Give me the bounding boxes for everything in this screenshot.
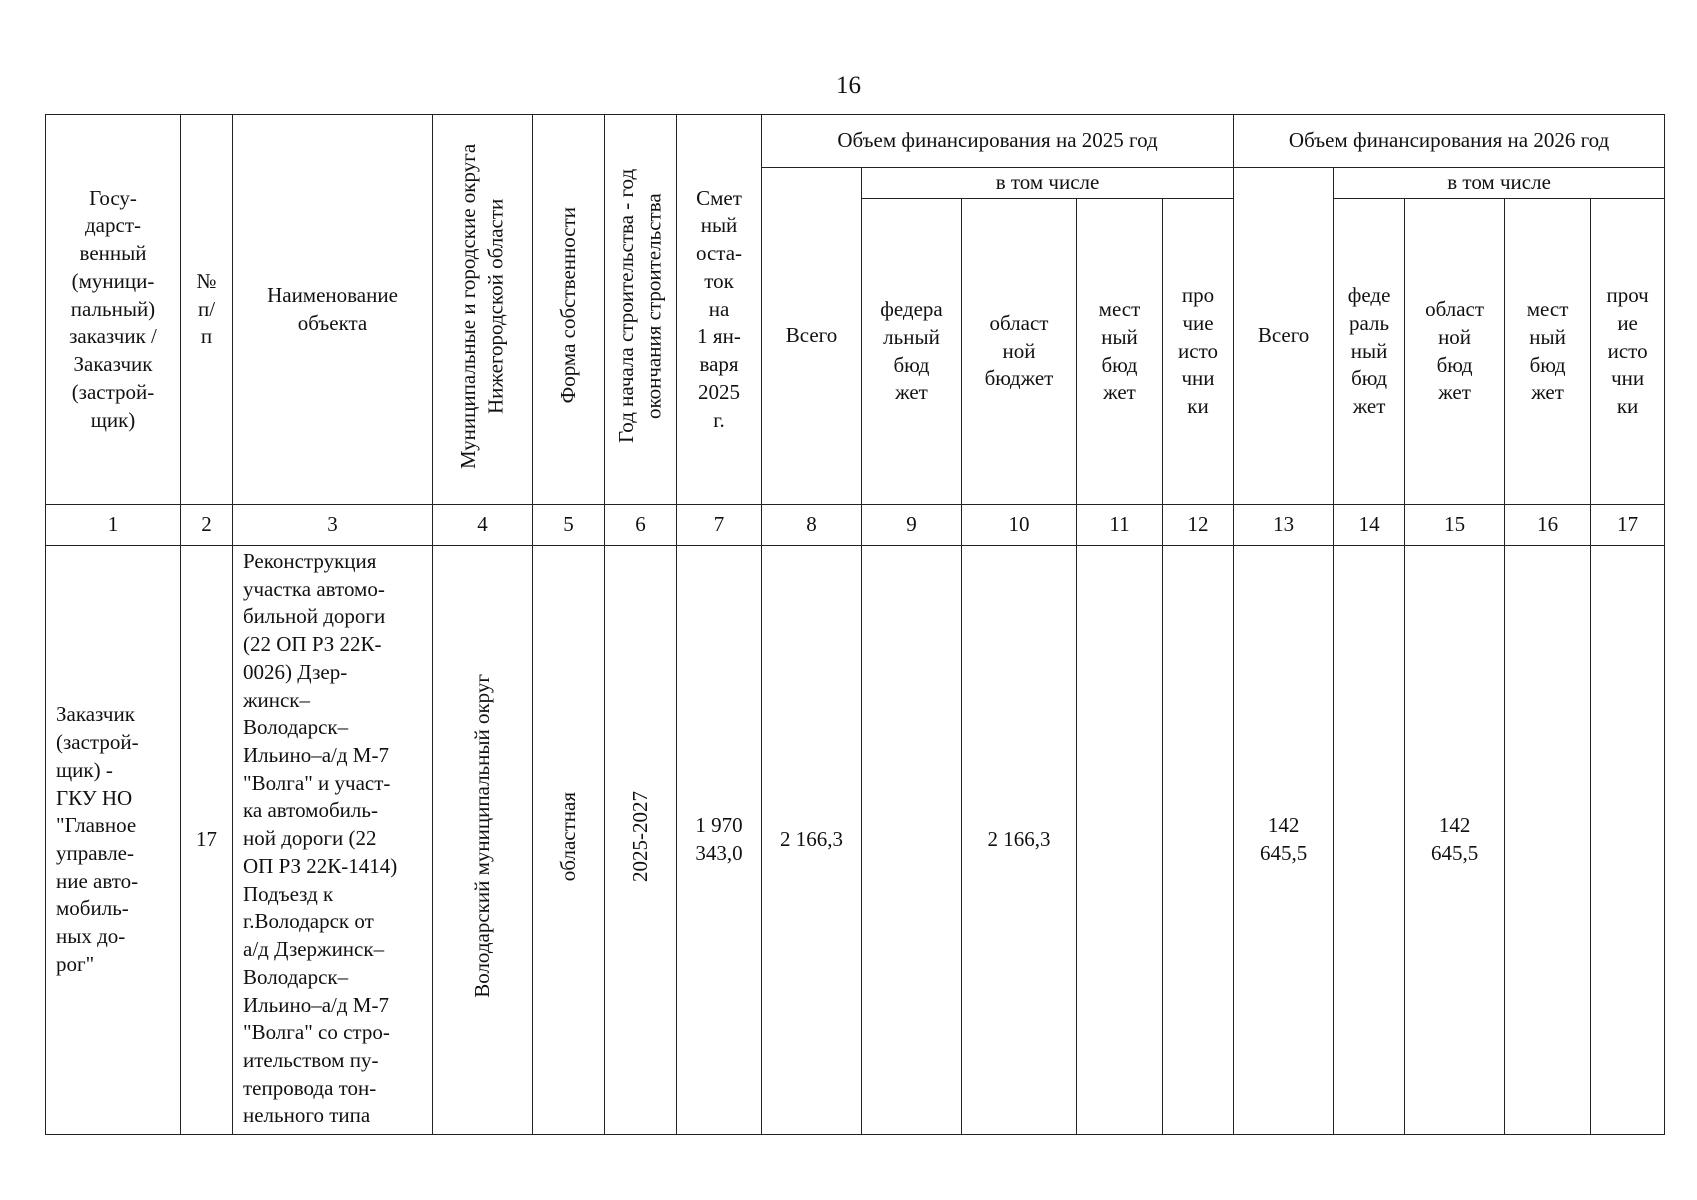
header-ownership-cell bbox=[533, 115, 605, 505]
row-number: 17 bbox=[181, 546, 233, 1135]
row-federal-2025 bbox=[862, 546, 962, 1135]
header-row-1 bbox=[46, 115, 1665, 168]
header-districts-cell bbox=[433, 115, 533, 505]
table-row bbox=[46, 546, 1665, 1135]
header-total-2025: Всего bbox=[762, 168, 862, 505]
column-number: 12 bbox=[1163, 505, 1234, 546]
column-number: 7 bbox=[677, 505, 762, 546]
header-funding-2025: Объем финансирования на 2025 год bbox=[762, 115, 1234, 168]
header-number: № п/ п bbox=[181, 115, 233, 505]
row-local-2026 bbox=[1505, 546, 1591, 1135]
row-district: Володарский муниципальный округ bbox=[469, 674, 494, 999]
header-estimate: Смет ный оста- ток на 1 ян- варя 2025 г. bbox=[677, 115, 762, 505]
header-other-2026: проч ие исто чни ки bbox=[1591, 199, 1665, 505]
row-years-cell bbox=[605, 546, 677, 1135]
header-total-2026: Всего bbox=[1234, 168, 1334, 505]
row-ownership: областная bbox=[555, 791, 580, 881]
header-districts: Муниципальные и городские округа Нижегородской области bbox=[455, 143, 508, 469]
row-total-2026: 142 645,5 bbox=[1234, 546, 1334, 1135]
column-number: 15 bbox=[1405, 505, 1505, 546]
column-number: 10 bbox=[962, 505, 1077, 546]
column-number: 2 bbox=[181, 505, 233, 546]
row-regional-2026: 142 645,5 bbox=[1405, 546, 1505, 1135]
header-including-2026: в том числе bbox=[1334, 168, 1665, 199]
header-federal-2025: федера льный бюд жет bbox=[862, 199, 962, 505]
column-number: 8 bbox=[762, 505, 862, 546]
column-number: 6 bbox=[605, 505, 677, 546]
header-including-2025: в том числе bbox=[862, 168, 1234, 199]
column-number: 11 bbox=[1077, 505, 1163, 546]
page-number: 16 bbox=[836, 72, 861, 99]
column-number: 9 bbox=[862, 505, 962, 546]
header-customer: Госу- дарст- венный (муници- пальный) заказчик / Заказчик (застрой- щик) bbox=[46, 115, 181, 505]
column-number: 5 bbox=[533, 505, 605, 546]
row-ownership-cell bbox=[533, 546, 605, 1135]
header-object-name: Наименование объекта bbox=[233, 115, 433, 505]
header-years: Год начала строительства - год окончания строительства bbox=[613, 168, 666, 443]
financing-table bbox=[45, 114, 1665, 1135]
column-number: 14 bbox=[1334, 505, 1405, 546]
header-years-cell bbox=[605, 115, 677, 505]
column-number: 16 bbox=[1505, 505, 1591, 546]
header-other-2025: про чие исто чни ки bbox=[1163, 199, 1234, 505]
header-funding-2026: Объем финансирования на 2026 год bbox=[1234, 115, 1665, 168]
header-regional-2025: област ной бюджет bbox=[962, 199, 1077, 505]
column-number: 1 bbox=[46, 505, 181, 546]
column-number: 17 bbox=[1591, 505, 1665, 546]
column-number: 3 bbox=[233, 505, 433, 546]
row-district-cell bbox=[433, 546, 533, 1135]
row-years: 2025-2027 bbox=[627, 790, 652, 882]
row-other-2026 bbox=[1591, 546, 1665, 1135]
header-ownership: Форма собственности bbox=[555, 207, 580, 404]
header-federal-2026: феде раль ный бюд жет bbox=[1334, 199, 1405, 505]
column-number-row bbox=[46, 505, 1665, 546]
column-number: 13 bbox=[1234, 505, 1334, 546]
row-object-name: Реконструкция участка автомо- бильной дороги (22 ОП РЗ 22К- 0026) Дзер- жинск– Володарск– Ильино–а/д М-7 "Волга" и участ- ка автомобиль- ной дороги (22 ОП РЗ 22К-1414) Подъезд к г.Володарск от а/д Дзержинск– Володарск– Ильино–а/д М-7 "Волга" со стро- ительством пу- тепровода тон- нельного типа bbox=[233, 546, 433, 1135]
header-local-2026: мест ный бюд жет bbox=[1505, 199, 1591, 505]
row-local-2025 bbox=[1077, 546, 1163, 1135]
header-local-2025: мест ный бюд жет bbox=[1077, 199, 1163, 505]
row-federal-2026 bbox=[1334, 546, 1405, 1135]
row-other-2025 bbox=[1163, 546, 1234, 1135]
header-regional-2026: област ной бюд жет bbox=[1405, 199, 1505, 505]
row-regional-2025: 2 166,3 bbox=[962, 546, 1077, 1135]
row-total-2025: 2 166,3 bbox=[762, 546, 862, 1135]
column-number: 4 bbox=[433, 505, 533, 546]
row-customer: Заказчик (застрой- щик) - ГКУ НО "Главное управле- ние авто- мобиль- ных до- рог" bbox=[46, 546, 181, 1135]
row-estimate: 1 970 343,0 bbox=[677, 546, 762, 1135]
